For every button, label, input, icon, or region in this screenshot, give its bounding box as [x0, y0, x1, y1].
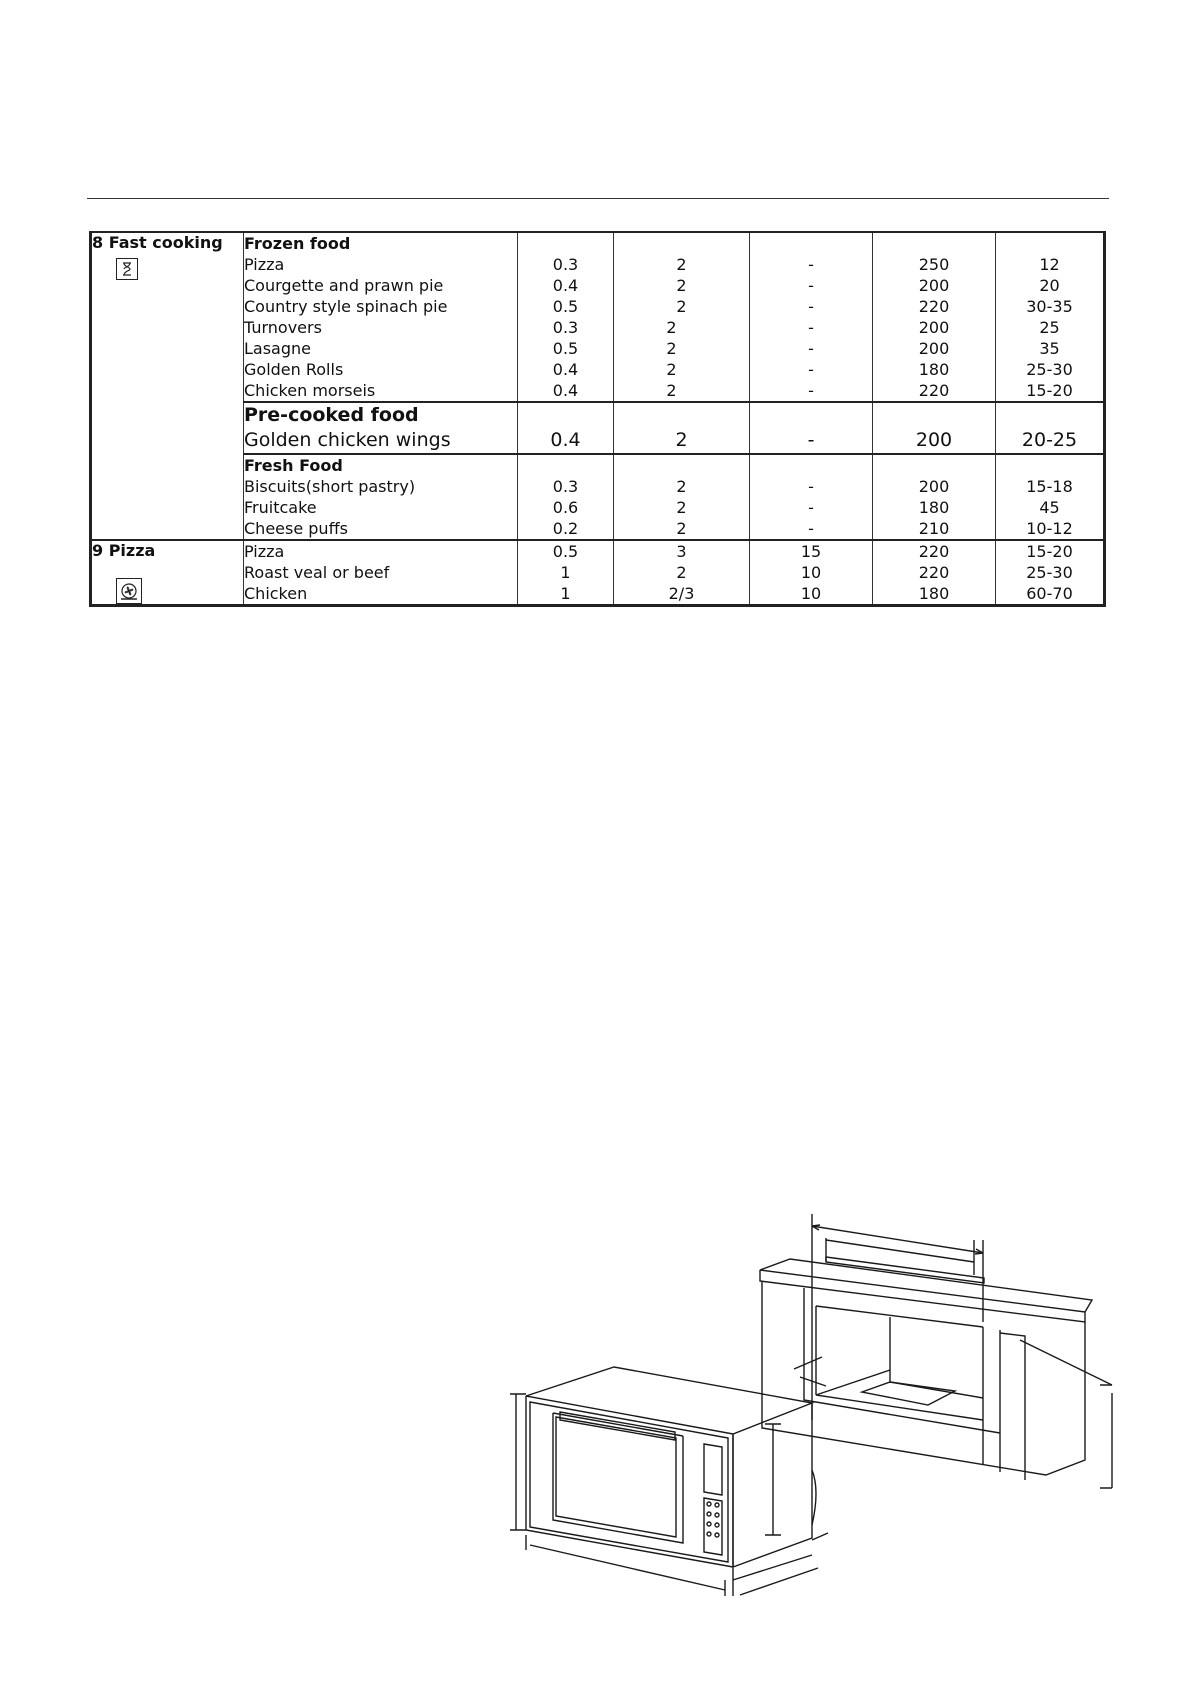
preheat-value: - — [808, 339, 814, 358]
temperature-value: 200 — [915, 429, 953, 451]
preheat-value: - — [808, 318, 814, 337]
group-title: Fresh Food — [244, 456, 343, 475]
food-name: Pizza — [244, 255, 285, 274]
shelf-value: 2 — [666, 360, 677, 379]
preheat-value: - — [808, 498, 814, 517]
shelf-value: 2 — [666, 318, 677, 337]
food-name: Golden Rolls — [244, 360, 344, 379]
preheat-value: - — [808, 255, 814, 274]
shelf-value: 2 — [666, 339, 677, 358]
time-value: 20-25 — [1021, 429, 1078, 451]
preheat-value: 15 — [800, 542, 822, 561]
preheat-value: - — [807, 429, 815, 451]
food-name: Turnovers — [244, 318, 322, 337]
food-name: Courgette and prawn pie — [244, 276, 444, 295]
food-name: Chicken morseis — [244, 381, 376, 400]
weight-value: 0.3 — [552, 477, 579, 496]
time-value: 30-35 — [1026, 297, 1073, 316]
preheat-value: - — [808, 276, 814, 295]
time-value: 25 — [1039, 318, 1060, 337]
weight-value: 0.5 — [552, 542, 579, 561]
preheat-value: 10 — [800, 584, 822, 603]
weight-value: 1 — [560, 563, 571, 582]
oven-drawing — [510, 1367, 828, 1596]
temperature-value: 180 — [918, 360, 950, 379]
time-value: 15-18 — [1026, 477, 1073, 496]
shelf-value: 2 — [676, 519, 687, 538]
weight-value: 0.4 — [552, 276, 579, 295]
food-name: Chicken — [244, 584, 308, 603]
weight-value: 0.5 — [552, 339, 579, 358]
shelf-value: 2 — [676, 276, 687, 295]
time-value: 60-70 — [1026, 584, 1073, 603]
weight-value: 0.4 — [550, 429, 581, 451]
weight-value: 0.3 — [552, 255, 579, 274]
shelf-value: 2 — [666, 381, 677, 400]
temperature-value: 180 — [918, 584, 950, 603]
food-name: Biscuits(short pastry) — [244, 477, 416, 496]
food-name: Pizza — [244, 542, 285, 561]
temperature-value: 210 — [918, 519, 950, 538]
time-value: 10-12 — [1026, 519, 1073, 538]
weight-value: 0.4 — [552, 381, 579, 400]
weight-value: 0.6 — [552, 498, 579, 517]
food-name: Cheese puffs — [244, 519, 348, 538]
food-name: Golden chicken wings — [244, 429, 451, 451]
function-name: 9 Pizza — [92, 541, 156, 560]
temperature-value: 220 — [918, 297, 950, 316]
shelf-value: 2 — [676, 297, 687, 316]
temperature-value: 220 — [918, 563, 950, 582]
temperature-value: 220 — [918, 381, 950, 400]
time-value: 20 — [1039, 276, 1060, 295]
shelf-value: 2/3 — [668, 584, 695, 603]
temperature-value: 220 — [918, 542, 950, 561]
time-value: 35 — [1039, 339, 1060, 358]
food-name: Lasagne — [244, 339, 311, 358]
food-name: Country style spinach pie — [244, 297, 448, 316]
temperature-value: 200 — [918, 477, 950, 496]
time-value: 25-30 — [1026, 360, 1073, 379]
group-title: Frozen food — [244, 234, 351, 253]
preheat-value: - — [808, 477, 814, 496]
weight-value: 0.4 — [552, 360, 579, 379]
temperature-value: 200 — [918, 339, 950, 358]
preheat-value: - — [808, 360, 814, 379]
food-name: Roast veal or beef — [244, 563, 390, 582]
preheat-value: 10 — [800, 563, 822, 582]
temperature-value: 200 — [918, 276, 950, 295]
shelf-value: 3 — [676, 542, 687, 561]
time-value: 45 — [1039, 498, 1060, 517]
time-value: 15-20 — [1026, 542, 1073, 561]
preheat-value: - — [808, 381, 814, 400]
preheat-value: - — [808, 519, 814, 538]
temperature-value: 250 — [918, 255, 950, 274]
weight-value: 0.5 — [552, 297, 579, 316]
shelf-value: 2 — [675, 429, 688, 451]
shelf-value: 2 — [676, 477, 687, 496]
temperature-value: 200 — [918, 318, 950, 337]
temperature-value: 180 — [918, 498, 950, 517]
food-name: Fruitcake — [244, 498, 317, 517]
time-value: 25-30 — [1026, 563, 1073, 582]
shelf-value: 2 — [676, 255, 687, 274]
function-name: 8 Fast cooking — [92, 233, 223, 252]
time-value: 15-20 — [1026, 381, 1073, 400]
weight-value: 0.3 — [552, 318, 579, 337]
time-value: 12 — [1039, 255, 1060, 274]
weight-value: 0.2 — [552, 519, 579, 538]
weight-value: 1 — [560, 584, 571, 603]
cabinet-drawing — [760, 1214, 1112, 1488]
shelf-value: 2 — [676, 498, 687, 517]
group-title: Pre-cooked food — [244, 404, 419, 426]
shelf-value: 2 — [676, 563, 687, 582]
preheat-value: - — [808, 297, 814, 316]
